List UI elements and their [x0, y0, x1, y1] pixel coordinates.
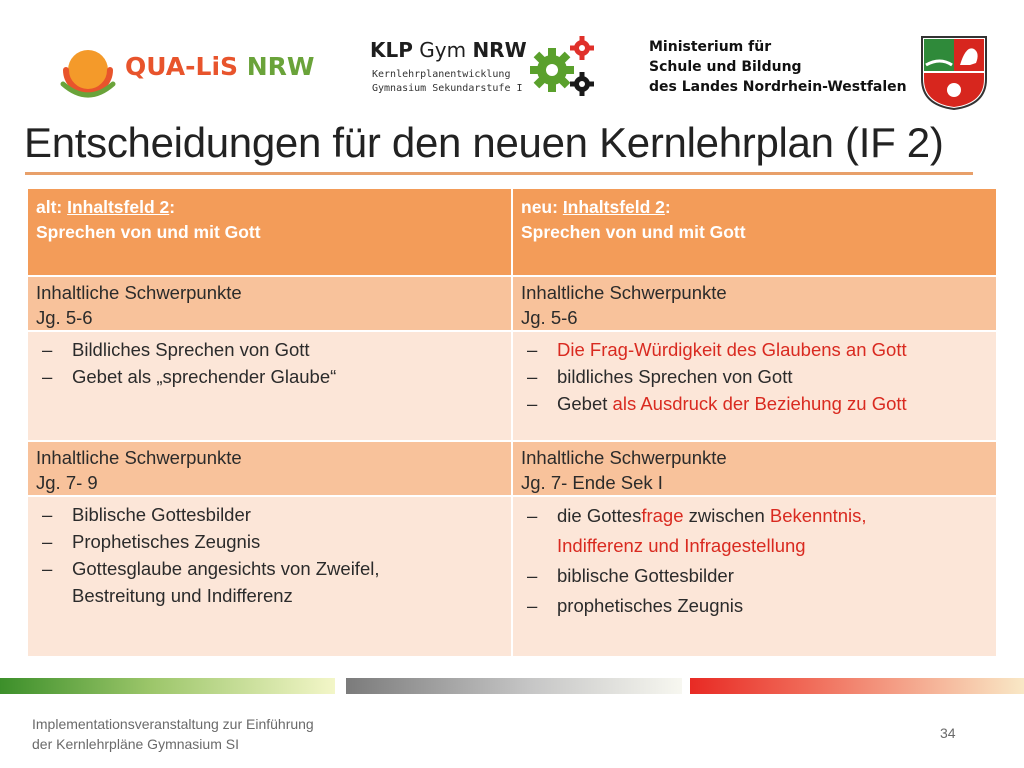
- decorative-bar-red: [690, 678, 1024, 694]
- subheader-grade: Jg. 5-6: [36, 307, 93, 328]
- section-2-body-row: [28, 497, 996, 656]
- subheader-label: Inhaltliche Schwerpunkte: [521, 447, 727, 468]
- list-item: – Biblische Gottesbilder: [36, 501, 503, 528]
- decorative-bar-gray: [346, 678, 682, 694]
- klp-subtitle-2: Gymnasium Sekundarstufe I: [372, 83, 523, 94]
- header-cell-old: [28, 189, 511, 275]
- inhaltsfeld-link-old[interactable]: Inhaltsfeld 2: [67, 197, 170, 217]
- section-1-old-subheader: [28, 277, 511, 330]
- list-item: – Gebet als Ausdruck der Beziehung zu Gott: [521, 390, 988, 417]
- klp-subtitle-1: Kernlehrplanentwicklung: [372, 69, 511, 80]
- qualis-emblem-icon: [55, 40, 121, 106]
- subheader-grade: Jg. 7- Ende Sek I: [521, 472, 663, 493]
- qualis-logo: [55, 38, 315, 108]
- subheader-label: Inhaltliche Schwerpunkte: [36, 447, 242, 468]
- page-title: Entscheidungen für den neuen Kernlehrplan (IF 2): [24, 119, 944, 166]
- list-item: – bildliches Sprechen von Gott: [521, 363, 988, 390]
- section-2-subheader-row: [28, 442, 996, 495]
- section-1-new-subheader: [513, 277, 996, 330]
- list-item: – Die Frag-Würdigkeit des Glaubens an Gott: [521, 336, 988, 363]
- header-old-line-1: alt: Inhaltsfeld 2:: [36, 197, 176, 217]
- table-header-row: [28, 189, 996, 275]
- title-underline: [25, 172, 973, 175]
- section-2-old-list: [28, 497, 511, 656]
- subheader-grade: Jg. 5-6: [521, 307, 578, 328]
- subheader-grade: Jg. 7- 9: [36, 472, 98, 493]
- header-new-line-2: Sprechen von und mit Gott: [521, 222, 746, 242]
- list-item: – die Gottesfrage zwischen Bekenntnis, Indifferenz und Infragestellung: [521, 501, 988, 561]
- list-item: – Bildliches Sprechen von Gott: [36, 336, 503, 363]
- comparison-table: [28, 189, 996, 656]
- decorative-bar-green: [0, 678, 335, 694]
- header-cell-new: [513, 189, 996, 275]
- inhaltsfeld-link-new[interactable]: Inhaltsfeld 2: [562, 197, 665, 217]
- section-1-new-list: [513, 332, 996, 440]
- section-1-subheader-row: [28, 277, 996, 330]
- ministry-line-2: Schule und Bildung: [649, 59, 802, 75]
- ministry-wordmark: [649, 37, 907, 97]
- footer-line-2: der Kernlehrpläne Gymnasium SI: [32, 736, 239, 752]
- list-item: – Gottesglaube angesichts von Zweifel, Bestreitung und Indifferenz: [36, 555, 503, 609]
- list-item: – prophetisches Zeugnis: [521, 591, 988, 621]
- list-item: – Gebet als „sprechender Glaube“: [36, 363, 503, 390]
- ministry-line-1: Ministerium für: [649, 39, 772, 55]
- page-number: 34: [940, 725, 956, 741]
- header-new-line-1: neu: Inhaltsfeld 2:: [521, 197, 671, 217]
- list-item: – biblische Gottesbilder: [521, 561, 988, 591]
- nrw-crest-icon: [920, 35, 988, 111]
- klp-logo: [370, 38, 610, 108]
- gears-icon: [522, 34, 602, 104]
- ministry-line-3: des Landes Nordrhein-Westfalen: [649, 79, 907, 95]
- section-1-body-row: [28, 332, 996, 440]
- ministry-logo: [645, 35, 990, 110]
- list-item: – Prophetisches Zeugnis: [36, 528, 503, 555]
- qualis-wordmark: QUA-LiS NRW: [125, 52, 315, 81]
- klp-wordmark: KLP Gym NRW: [370, 38, 527, 62]
- section-1-old-list: [28, 332, 511, 440]
- header-old-line-2: Sprechen von und mit Gott: [36, 222, 261, 242]
- subheader-label: Inhaltliche Schwerpunkte: [36, 282, 242, 303]
- section-2-new-list: [513, 497, 996, 656]
- footer-text: [32, 714, 314, 754]
- section-2-new-subheader: [513, 442, 996, 495]
- subheader-label: Inhaltliche Schwerpunkte: [521, 282, 727, 303]
- section-2-old-subheader: [28, 442, 511, 495]
- footer-line-1: Implementationsveranstaltung zur Einführung: [32, 716, 314, 732]
